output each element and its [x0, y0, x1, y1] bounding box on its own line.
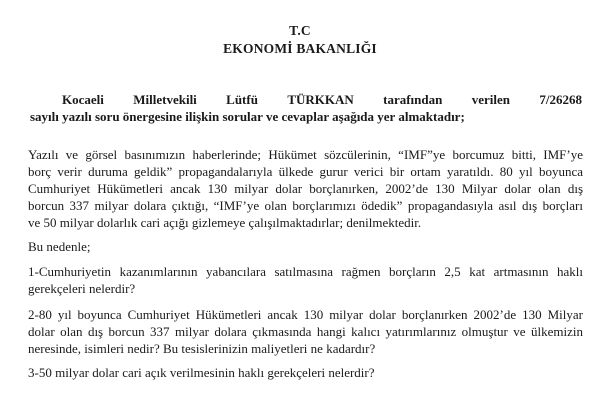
intro-line-2: sayılı yazılı soru önergesine ilişkin sorular ve cevaplar aşağıda yer almaktadır;	[30, 109, 465, 124]
paragraph1-line: borç verir duruma geldik” propagandalarıyla ülkede gurur verici bir ortam yaratıldı. 80 yıl boyunca	[28, 164, 583, 179]
intro-word: Milletvekili	[133, 92, 197, 107]
question2-line: neresinde, isimleri nedir? Bu tesislerinizin maliyetleri ne kadardır?	[28, 341, 376, 356]
question2-line: 2-80 yıl boyunca Cumhuriyet Hükümetleri ancak 130 milyar dolar borçlanırken 2002’de 130 Milyar	[28, 307, 583, 322]
question3-line: 3-50 milyar dolar cari açık verilmesinin haklı gerekçeleri nelerdir?	[28, 365, 375, 380]
intro-word: tarafından	[383, 92, 443, 107]
paragraph1-line: Cumhuriyet Hükümetleri ancak 130 milyar dolar borçlanırken, 2002’de 130 Milyar dolar olan dış	[28, 181, 583, 196]
paragraph1-line: Yazılı ve görsel basınımızın haberlerinde; Hükümet sözcülerinin, “IMF”ye borcumuz bitti, IMF’ye	[28, 147, 583, 162]
question2-line: dolar olan dış borcun 337 milyar dolara çıkmasında hangi kalıcı yatırımlarınız olmuştur ve ülkemizin	[28, 324, 583, 339]
lead-text: Bu nedenle;	[28, 239, 91, 254]
intro-word: 7/26268	[539, 92, 582, 107]
intro-word: TÜRKKAN	[287, 92, 354, 107]
question1-line: 1-Cumhuriyetin kazanımlarının yabancılara satılmasına rağmen borçların 2,5 kat artmasının haklı	[28, 264, 583, 279]
header-ministry: EKONOMİ BAKANLIĞI	[223, 41, 377, 56]
intro-word: Lütfü	[226, 92, 258, 107]
paragraph1-line: borcun 337 milyar dolara çıktığı, “IMF’ye olan borçlarımızı ödedik” propagandasıyla asıl dış borçları	[28, 198, 583, 213]
question1-line: gerekçeleri nelerdir?	[28, 281, 136, 296]
intro-line-1	[62, 92, 582, 108]
intro-word: verilen	[471, 92, 510, 107]
paragraph1-line: ve 50 milyar dolarlık cari açığı gizlemeye çalışılmaktadırlar; denilmektedir.	[28, 215, 422, 230]
intro-word: Kocaeli	[62, 92, 104, 107]
header-tc: T.C	[289, 23, 311, 38]
